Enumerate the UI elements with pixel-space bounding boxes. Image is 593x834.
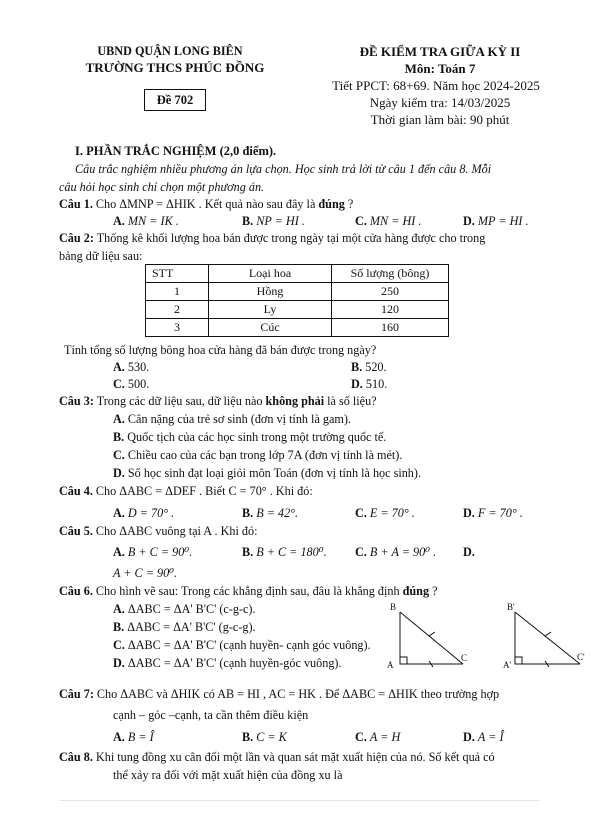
question-text: Cho ΔABC vuông tại A . Khi đó:	[95, 524, 258, 538]
option-label: A.	[113, 730, 125, 744]
q4-option-c	[355, 506, 415, 521]
q2-option-d	[351, 377, 387, 392]
question-7	[59, 687, 499, 702]
question-end: là số liệu?	[327, 394, 377, 408]
option-label: C.	[355, 506, 367, 520]
exam-duration: Thời gian làm bài: 90 phút	[370, 112, 510, 127]
exam-date: Ngày kiểm tra: 14/03/2025	[369, 95, 511, 110]
q4-option-a	[113, 506, 174, 521]
table-header-row	[146, 265, 449, 283]
question-emphasis: đúng	[318, 197, 345, 211]
table-row	[146, 301, 449, 319]
question-8	[59, 750, 495, 765]
table-cell: Cúc	[209, 319, 332, 337]
option-text: Quốc tịch của các học sinh trong một trường quốc tế.	[127, 430, 387, 444]
side-bc	[400, 612, 463, 664]
option-text: Chiều cao của các bạn trong lớp 7A (đơn vị tính là mét).	[127, 448, 403, 462]
option-text: 510.	[365, 377, 388, 391]
q7-option-b	[242, 730, 287, 745]
option-text: NP = HI .	[256, 214, 305, 228]
option-text: ΔABC = ΔA' B'C' (g-c-g).	[127, 620, 256, 634]
option-label: D.	[351, 377, 363, 391]
q2-option-a	[113, 360, 149, 375]
page-divider	[59, 800, 539, 801]
question-label: Câu 1.	[59, 197, 93, 211]
option-text: B = 42°.	[256, 506, 299, 520]
q3-option-a	[113, 412, 351, 427]
option-label: C.	[355, 730, 367, 744]
option-label: B.	[242, 545, 254, 559]
option-text: ΔABC = ΔA' B'C' (cạnh huyền-góc vuông).	[127, 656, 342, 670]
option-text: 530.	[127, 360, 150, 374]
option-text: MN = IK .	[127, 214, 179, 228]
question-label: Câu 4.	[59, 484, 93, 498]
question-label: Câu 5.	[59, 524, 93, 538]
option-label: A.	[113, 545, 125, 559]
option-label: A.	[113, 602, 125, 616]
q5-option-d-text: A + C = 90⁰.	[113, 566, 178, 580]
question-7-cont: cạnh – góc –cạnh, ta cần thêm điều kiện	[113, 708, 309, 722]
question-3	[59, 394, 377, 409]
option-text: E = 70° .	[369, 506, 415, 520]
q1-option-a	[113, 214, 179, 229]
option-text: B = Î	[127, 730, 154, 744]
option-text: A = Î	[477, 730, 504, 744]
question-label: Câu 7:	[59, 687, 94, 701]
table-cell: 250	[332, 283, 449, 301]
school-name: TRƯỜNG THCS PHÚC ĐỒNG	[85, 60, 265, 75]
option-label: A.	[113, 412, 125, 426]
vertex-label: C'	[577, 652, 585, 662]
department-name: UBND QUẬN LONG BIÊN	[97, 44, 243, 58]
option-label: C.	[113, 448, 125, 462]
question-end: ?	[347, 197, 354, 211]
option-label: C.	[355, 214, 367, 228]
question-text: Thống kê khối lượng hoa bán được trong ngày tại một cửa hàng được cho trong	[96, 231, 486, 245]
option-label: B.	[113, 620, 125, 634]
question-label: Câu 6.	[59, 584, 93, 598]
q6-option-d	[113, 656, 342, 671]
question-text: Cho ΔABC và ΔHIK có AB = HI , AC = HK . Để ΔABC = ΔHIK theo trường hợp	[96, 687, 500, 701]
q3-option-d	[113, 466, 421, 481]
subject: Môn: Toán 7	[404, 61, 476, 76]
vertex-label: B	[390, 602, 397, 612]
q3-option-b	[113, 430, 386, 445]
q2-option-b	[351, 360, 387, 375]
q7-option-a	[113, 730, 154, 745]
option-label: D.	[113, 466, 125, 480]
q4-option-b	[242, 506, 298, 521]
option-text: F = 70° .	[477, 506, 523, 520]
question-label: Câu 2:	[59, 231, 94, 245]
option-label: B.	[242, 730, 254, 744]
option-text: ΔABC = ΔA' B'C' (c-g-c).	[127, 602, 256, 616]
option-text: B + C = 90⁰.	[127, 545, 193, 559]
exam-title: ĐỀ KIỂM TRA GIỮA KỲ II	[359, 44, 521, 59]
tick-mark	[545, 632, 551, 636]
table-cell: Ly	[209, 301, 332, 319]
q4-option-d	[463, 506, 523, 521]
vertex-label: B'	[507, 602, 515, 612]
option-text: MP = HI .	[477, 214, 529, 228]
vertex-label: A	[387, 660, 394, 670]
question-1	[59, 197, 353, 212]
table-cell: 2	[146, 301, 209, 319]
tick-mark	[429, 632, 435, 636]
exam-code-box: Đề 702	[144, 89, 206, 111]
question-6	[59, 584, 438, 599]
q7-option-c	[355, 730, 400, 745]
question-8-cont: thể xảy ra đối với mặt xuất hiện của đồng xu là	[113, 768, 343, 782]
option-label: C.	[355, 545, 367, 559]
option-text: D = 70° .	[127, 506, 175, 520]
option-text: Số học sinh đạt loại giỏi môn Toán (đơn vị tính là học sinh).	[127, 466, 422, 480]
table-cell: 1	[146, 283, 209, 301]
table-header-cell: Số lượng (bông)	[332, 265, 449, 283]
table-cell: 160	[332, 319, 449, 337]
option-text: MN = HI .	[369, 214, 422, 228]
option-text: ΔABC = ΔA' B'C' (cạnh huyền- cạnh góc vuông).	[127, 638, 371, 652]
option-label: A.	[113, 360, 125, 374]
option-text: B + A = 90⁰ .	[369, 545, 437, 559]
section-intro-1: Câu trắc nghiệm nhiều phương án lựa chọn. Học sinh trả lời từ câu 1 đến câu 8. Mỗi	[75, 162, 492, 176]
option-label: D.	[463, 506, 475, 520]
q1-option-c	[355, 214, 421, 229]
question-text: Cho ΔMNP = ΔHIK . Kết quả nào sau đây là	[95, 197, 316, 211]
q1-option-d	[463, 214, 529, 229]
vertex-label: C	[461, 653, 468, 663]
question-text: Trong các dữ liệu sau, dữ liệu nào	[96, 394, 263, 408]
question-text: Khi tung đồng xu cân đối một lần và quan sát mặt xuất hiện của nó. Số kết quả có	[95, 750, 495, 764]
q5-option-b	[242, 545, 327, 560]
q6-option-a	[113, 602, 256, 617]
question-emphasis: đúng	[402, 584, 430, 598]
period-info: Tiết PPCT: 68+69. Năm học 2024-2025	[332, 78, 540, 93]
option-text: Cân nặng của trẻ sơ sinh (đơn vị tính là gam).	[127, 412, 351, 426]
option-label: D.	[463, 214, 475, 228]
option-label: D.	[113, 656, 125, 670]
table-cell: 3	[146, 319, 209, 337]
q5-option-a	[113, 545, 192, 560]
question-text: Cho ΔABC = ΔDEF . Biết C = 70° . Khi đó:	[95, 484, 313, 498]
option-text: 520.	[365, 360, 387, 374]
option-text: 500.	[127, 377, 150, 391]
question-2	[59, 231, 485, 246]
question-text: Cho hình vẽ sau: Trong các khẳng định sau, đâu là khẳng định	[95, 584, 400, 598]
question-5	[59, 524, 257, 539]
section-intro-2: câu hỏi học sinh chỉ chọn một phương án.	[59, 180, 265, 194]
option-label: B.	[113, 430, 125, 444]
q5-option-c	[355, 545, 436, 560]
q6-option-c	[113, 638, 371, 653]
right-angle-mark	[515, 657, 522, 664]
option-text: C = K	[256, 730, 287, 744]
option-label: B.	[242, 506, 254, 520]
q2-option-c	[113, 377, 149, 392]
option-label: B.	[242, 214, 254, 228]
question-label: Câu 8.	[59, 750, 93, 764]
side-bc-prime	[515, 612, 580, 664]
option-label: B.	[351, 360, 363, 374]
question-4	[59, 484, 313, 499]
table-row	[146, 319, 449, 337]
section-title: I. PHẦN TRẮC NGHIỆM (2,0 điểm).	[75, 144, 277, 158]
table-cell: Hồng	[209, 283, 332, 301]
data-table	[145, 264, 449, 337]
q7-option-d	[463, 730, 504, 745]
q6-option-b	[113, 620, 256, 635]
option-label: A.	[113, 506, 125, 520]
option-text: A = H	[369, 730, 401, 744]
table-cell: 120	[332, 301, 449, 319]
question-end: ?	[432, 584, 438, 598]
option-label: D.	[463, 545, 475, 559]
option-text: B + C = 180⁰.	[256, 545, 327, 559]
question-label: Câu 3:	[59, 394, 94, 408]
table-header-cell: STT	[146, 265, 209, 283]
q5-option-d	[463, 545, 475, 560]
question-2-prompt: Tính tổng số lượng bông hoa cửa hàng đã bán được trong ngày?	[64, 343, 377, 357]
right-angle-mark	[400, 657, 407, 664]
question-2-cont: bảng dữ liệu sau:	[59, 249, 143, 263]
q1-option-b	[242, 214, 305, 229]
question-emphasis: không phải	[265, 394, 325, 408]
q3-option-c	[113, 448, 402, 463]
option-label: A.	[113, 214, 125, 228]
option-label: D.	[463, 730, 475, 744]
option-label: C.	[113, 377, 125, 391]
table-row	[146, 283, 449, 301]
option-label: C.	[113, 638, 125, 652]
vertex-label: A'	[503, 660, 512, 670]
triangles-figure	[385, 600, 590, 672]
table-header-cell: Loại hoa	[209, 265, 332, 283]
